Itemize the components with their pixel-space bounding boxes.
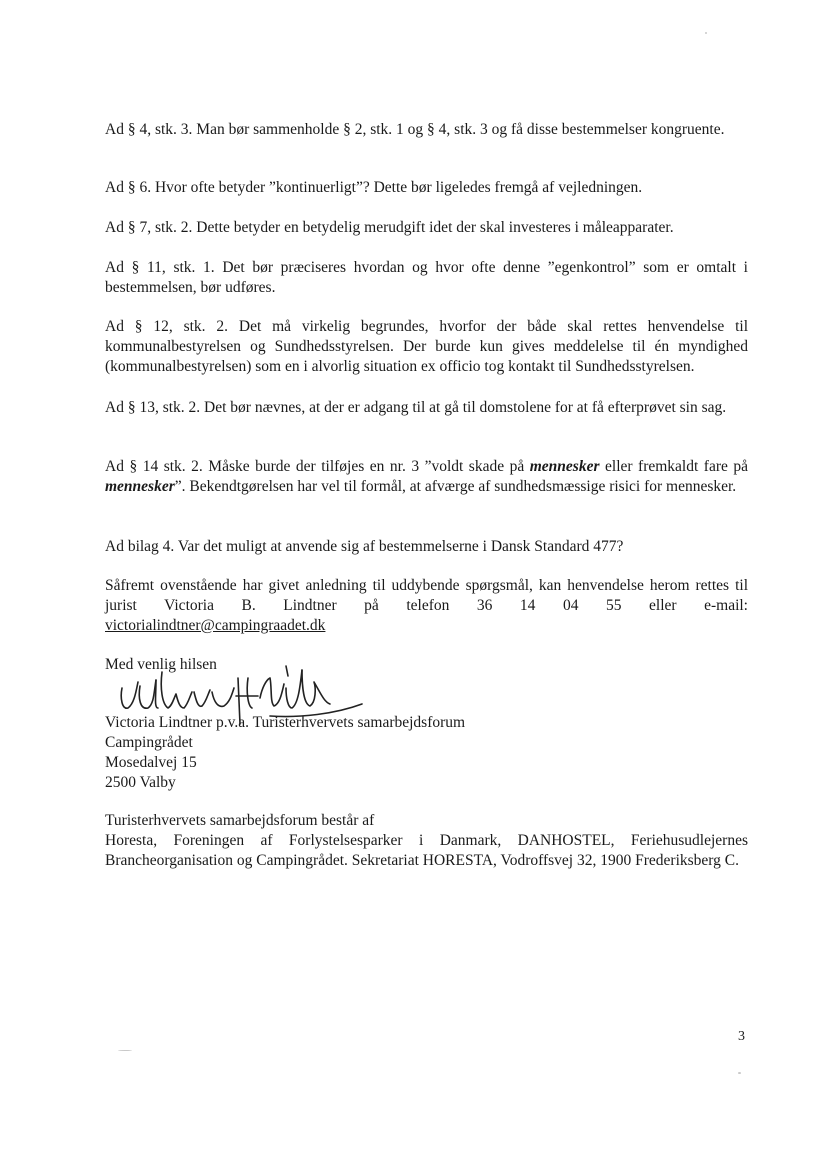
paragraph-ad-11: Ad § 11, stk. 1. Det bør præciseres hvordan og hvor ofte denne ”egenkontrol” som er omtalt i bestemmelsen, bør udføres.	[105, 259, 748, 296]
closing-block	[105, 655, 748, 793]
organization-name: Campingrådet	[105, 734, 193, 751]
signer-line: Victoria Lindtner p.v.a. Turisterhvervets samarbejdsforum	[105, 714, 466, 731]
paragraph-ad-14-text-2: eller fremkaldt fare på	[599, 458, 749, 475]
paragraph-ad-13: Ad § 13, stk. 2. Det bør nævnes, at der er adgang til at gå til domstolene for at få efterprøvet sin sag.	[105, 399, 727, 416]
paragraph-ad-4: Ad § 4, stk. 3. Man bør sammenholde § 2, stk. 1 og § 4, stk. 3 og få disse bestemmelser kongruente.	[105, 121, 725, 138]
paragraph-ad-12: Ad § 12, stk. 2. Det må virkelig begrundes, hvorfor der både skal rettes henvendelse til kommunalbestyrelsen og Sundhedsstyrelsen. Der burde kun gives meddelelse til én myndighed (kommunalbestyrelsen) som en i alvorlig situation ex officio tog kontakt til Sundhedsstyrelsen.	[105, 318, 748, 375]
footer-block	[105, 811, 748, 871]
scan-speck	[738, 1072, 741, 1074]
paragraph-ad-7: Ad § 7, stk. 2. Dette betyder en betydelig merudgift idet der skal investeres i måleapparater.	[105, 219, 674, 236]
paragraph-contact: Såfremt ovenstående har givet anledning til uddybende spørgsmål, kan henvendelse herom rettes til jurist Victoria B. Lindtner på telefon 36 14 04 55 eller e-mail:	[105, 577, 748, 614]
scan-speck	[705, 32, 707, 34]
page-number: 3	[738, 1029, 745, 1044]
emphasis-mennesker-2: mennesker	[105, 478, 175, 495]
email-link[interactable]: victorialindtner@campingraadet.dk	[105, 617, 326, 634]
closing-greeting: Med venlig hilsen	[105, 656, 217, 673]
street-address: Mosedalvej 15	[105, 754, 197, 771]
emphasis-mennesker-1: mennesker	[529, 458, 600, 475]
paragraph-ad-14-text-3: ”. Bekendtgørelsen har vel til formål, at afværge af sundhedsmæssige risici for mennesker.	[174, 478, 737, 495]
footer-heading: Turisterhvervets samarbejdsforum består af	[105, 812, 375, 829]
postal-city: 2500 Valby	[105, 774, 176, 791]
footer-members: Horesta, Foreningen af Forlystelsesparker i Danmark, DANHOSTEL, Feriehusudlejernes Brancheorganisation og Campingrådet. Sekretariat HORESTA, Vodroffsvej 32, 1900 Frederiksberg C.	[105, 832, 748, 869]
paragraph-ad-bilag-4: Ad bilag 4. Var det muligt at anvende sig af bestemmelserne i Dansk Standard 477?	[105, 538, 624, 555]
paragraph-ad-14	[105, 457, 748, 497]
paragraph-ad-14-text-1: Ad § 14 stk. 2. Måske burde der tilføjes en nr. 3 ”voldt skade på	[105, 458, 530, 475]
scan-speck	[118, 1050, 132, 1051]
paragraph-ad-6: Ad § 6. Hvor ofte betyder ”kontinuerligt”? Dette bør ligeledes fremgå af vejledningen.	[105, 179, 643, 196]
